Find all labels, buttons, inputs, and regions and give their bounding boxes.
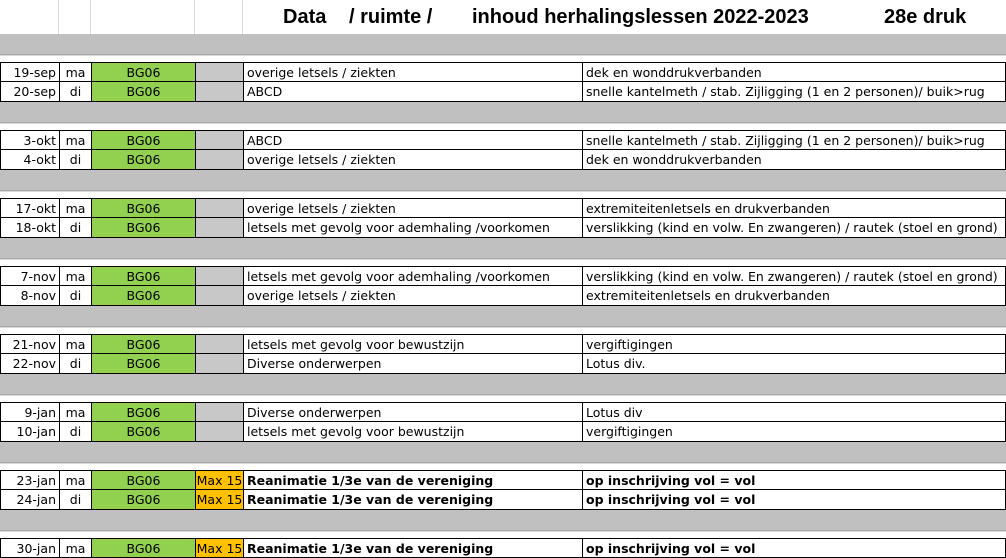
room-cell[interactable]: BG06	[91, 130, 195, 150]
spacer-row	[0, 327, 1006, 334]
day-cell[interactable]: ma	[59, 198, 91, 218]
day-cell[interactable]: ma	[59, 402, 91, 422]
content-cell[interactable]: vergiftigingen	[582, 422, 1006, 442]
room-cell[interactable]: BG06	[91, 354, 195, 374]
room-cell[interactable]: BG06	[91, 198, 195, 218]
separator-row	[0, 306, 1006, 327]
content-cell[interactable]: extremiteitenletsels en drukverbanden	[582, 286, 1006, 306]
title-part-druk: 28e druk	[884, 6, 967, 28]
room-cell[interactable]: BG06	[91, 538, 195, 558]
day-cell[interactable]: di	[59, 354, 91, 374]
day-cell[interactable]: di	[59, 286, 91, 306]
date-cell[interactable]: 21-nov	[0, 334, 59, 354]
table-row	[0, 286, 1006, 306]
max-cell[interactable]	[195, 266, 243, 286]
separator-row	[0, 442, 1006, 463]
content-cell[interactable]: dek en wonddrukverbanden	[582, 150, 1006, 170]
date-cell[interactable]: 23-jan	[0, 470, 59, 490]
topic-cell[interactable]: overige letsels / ziekten	[243, 286, 582, 306]
table-row	[0, 490, 1006, 510]
room-cell[interactable]: BG06	[91, 150, 195, 170]
room-cell[interactable]: BG06	[91, 470, 195, 490]
table-row	[0, 266, 1006, 286]
separator-row	[0, 170, 1006, 191]
room-cell[interactable]: BG06	[91, 266, 195, 286]
content-cell[interactable]: op inschrijving vol = vol	[582, 490, 1006, 510]
room-cell[interactable]: BG06	[91, 490, 195, 510]
title-row	[0, 0, 1006, 34]
day-cell[interactable]: di	[59, 82, 91, 102]
topic-cell[interactable]: Diverse onderwerpen	[243, 402, 582, 422]
max-cell[interactable]	[195, 402, 243, 422]
content-cell[interactable]: snelle kantelmeth / stab. Zijligging (1 en 2 personen)/ buik>rug	[582, 130, 1006, 150]
max-cell[interactable]	[195, 130, 243, 150]
content-cell[interactable]: dek en wonddrukverbanden	[582, 62, 1006, 82]
topic-cell[interactable]: letsels met gevolg voor bewustzijn	[243, 422, 582, 442]
date-cell[interactable]: 8-nov	[0, 286, 59, 306]
content-cell[interactable]: verslikking (kind en volw. En zwangeren) / rautek (stoel en grond)	[582, 266, 1006, 286]
date-cell[interactable]: 24-jan	[0, 490, 59, 510]
content-cell[interactable]: snelle kantelmeth / stab. Zijligging (1 en 2 personen)/ buik>rug	[582, 82, 1006, 102]
room-cell[interactable]: BG06	[91, 62, 195, 82]
room-cell[interactable]: BG06	[91, 422, 195, 442]
spacer-row	[0, 259, 1006, 266]
topic-cell[interactable]: overige letsels / ziekten	[243, 198, 582, 218]
date-cell[interactable]: 30-jan	[0, 538, 59, 558]
table-row	[0, 422, 1006, 442]
room-cell[interactable]: BG06	[91, 218, 195, 238]
max-cell[interactable]	[195, 198, 243, 218]
max-cell[interactable]: Max 15	[195, 470, 243, 490]
content-cell[interactable]: Lotus div.	[582, 354, 1006, 374]
table-row	[0, 198, 1006, 218]
max-cell[interactable]	[195, 354, 243, 374]
topic-cell[interactable]: Reanimatie 1/3e van de vereniging	[243, 470, 582, 490]
topic-cell[interactable]: letsels met gevolg voor ademhaling /voorkomen	[243, 266, 582, 286]
table-row	[0, 62, 1006, 82]
topic-cell[interactable]: ABCD	[243, 130, 582, 150]
topic-cell[interactable]: overige letsels / ziekten	[243, 150, 582, 170]
room-cell[interactable]: BG06	[91, 286, 195, 306]
table-row	[0, 354, 1006, 374]
room-cell[interactable]: BG06	[91, 82, 195, 102]
day-cell[interactable]: di	[59, 218, 91, 238]
table-row	[0, 470, 1006, 490]
spacer-row	[0, 55, 1006, 62]
date-cell[interactable]: 18-okt	[0, 218, 59, 238]
date-cell[interactable]: 10-jan	[0, 422, 59, 442]
table-row	[0, 130, 1006, 150]
table-row	[0, 82, 1006, 102]
max-cell[interactable]: Max 15	[195, 538, 243, 558]
date-cell[interactable]: 9-jan	[0, 402, 59, 422]
date-cell[interactable]: 3-okt	[0, 130, 59, 150]
spacer-row	[0, 191, 1006, 198]
max-cell[interactable]	[195, 218, 243, 238]
max-cell[interactable]	[195, 62, 243, 82]
topic-cell[interactable]: overige letsels / ziekten	[243, 62, 582, 82]
day-cell[interactable]: di	[59, 490, 91, 510]
topic-cell[interactable]: ABCD	[243, 82, 582, 102]
date-cell[interactable]: 17-okt	[0, 198, 59, 218]
content-cell[interactable]: op inschrijving vol = vol	[582, 538, 1006, 558]
sheet-title[interactable]	[0, 0, 1006, 34]
table-row	[0, 402, 1006, 422]
max-cell[interactable]	[195, 82, 243, 102]
max-cell[interactable]	[195, 286, 243, 306]
table-row	[0, 538, 1006, 558]
topic-cell[interactable]: letsels met gevolg voor ademhaling /voorkomen	[243, 218, 582, 238]
content-cell[interactable]: verslikking (kind en volw. En zwangeren) / rautek (stoel en grond)	[582, 218, 1006, 238]
table-row	[0, 150, 1006, 170]
spacer-row	[0, 463, 1006, 470]
title-part-ruimte: / ruimte /	[349, 6, 433, 28]
max-cell[interactable]	[195, 422, 243, 442]
topic-cell[interactable]: Reanimatie 1/3e van de vereniging	[243, 490, 582, 510]
topic-cell[interactable]: Reanimatie 1/3e van de vereniging	[243, 538, 582, 558]
day-cell[interactable]: ma	[59, 266, 91, 286]
content-cell[interactable]: Lotus div	[582, 402, 1006, 422]
title-part-inhoud: inhoud herhalingslessen 2022-2023	[472, 6, 809, 28]
table-row	[0, 334, 1006, 354]
day-cell[interactable]: ma	[59, 62, 91, 82]
date-cell[interactable]: 4-okt	[0, 150, 59, 170]
separator-row	[0, 374, 1006, 395]
content-cell[interactable]: extremiteitenletsels en drukverbanden	[582, 198, 1006, 218]
table-row	[0, 218, 1006, 238]
topic-cell[interactable]: letsels met gevolg voor bewustzijn	[243, 334, 582, 354]
day-cell[interactable]: di	[59, 422, 91, 442]
max-cell[interactable]	[195, 334, 243, 354]
separator-row	[0, 238, 1006, 259]
separator-row	[0, 102, 1006, 123]
room-cell[interactable]: BG06	[91, 334, 195, 354]
separator-row	[0, 34, 1006, 55]
day-cell[interactable]: ma	[59, 130, 91, 150]
day-cell[interactable]: ma	[59, 334, 91, 354]
date-cell[interactable]: 20-sep	[0, 82, 59, 102]
date-cell[interactable]: 7-nov	[0, 266, 59, 286]
spacer-row	[0, 123, 1006, 130]
date-cell[interactable]: 22-nov	[0, 354, 59, 374]
room-cell[interactable]: BG06	[91, 402, 195, 422]
spacer-row	[0, 395, 1006, 402]
content-cell[interactable]: vergiftigingen	[582, 334, 1006, 354]
max-cell[interactable]: Max 15	[195, 490, 243, 510]
day-cell[interactable]: ma	[59, 538, 91, 558]
date-cell[interactable]: 19-sep	[0, 62, 59, 82]
separator-row	[0, 510, 1006, 531]
title-part-data: Data	[283, 6, 327, 28]
content-cell[interactable]: op inschrijving vol = vol	[582, 470, 1006, 490]
day-cell[interactable]: di	[59, 150, 91, 170]
topic-cell[interactable]: Diverse onderwerpen	[243, 354, 582, 374]
day-cell[interactable]: ma	[59, 470, 91, 490]
max-cell[interactable]	[195, 150, 243, 170]
spacer-row	[0, 531, 1006, 538]
